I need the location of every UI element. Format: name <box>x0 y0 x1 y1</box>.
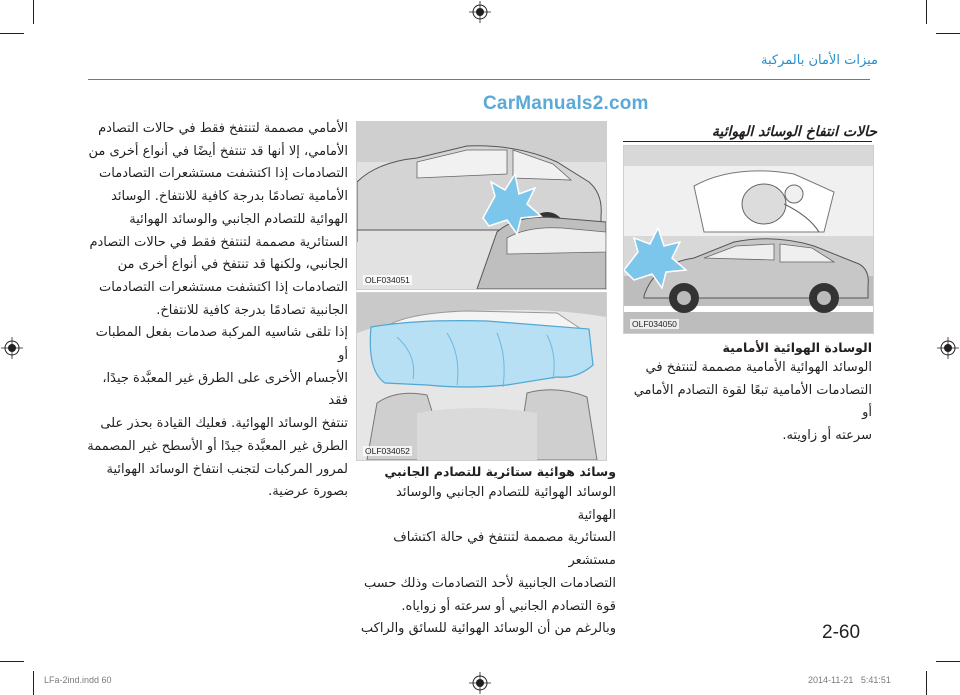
text-line: تنتفخ الوسائد الهوائية. فعليك القيادة بحذر على <box>100 416 348 432</box>
section-title-rule <box>623 141 872 142</box>
registration-mark-icon <box>469 672 491 694</box>
figure-caption: OLF034051 <box>365 275 410 285</box>
subhead-side-airbag: وسائد هوائية ستائرية للتصادم الجانبي <box>384 464 616 479</box>
text-line: التصادمات الجانبية لأحد التصادمات وذلك حسب <box>363 575 616 591</box>
registration-mark-icon <box>469 1 491 23</box>
text-line: الأمامية تصادمًا بدرجة كافية للانتفاخ. الوسائد <box>111 189 348 205</box>
curtain-airbag-illustration-icon <box>357 293 606 460</box>
text-line: التصادمات إذا اكتشفت مستشعرات التصادمات <box>99 166 348 182</box>
side-airbag-paragraph <box>356 482 616 641</box>
crop-mark <box>936 661 960 662</box>
text-line: سرعته أو زاويته. <box>782 428 872 444</box>
subhead-front-airbag: الوسادة الهوائية الأمامية <box>722 340 872 355</box>
text-line: الأمامي مصممة لتنتفخ فقط في حالات التصادم <box>98 121 348 136</box>
text-line: وبالرغم من أن الوسائد الهوائية للسائق والراكب <box>360 621 616 637</box>
front-airbag-paragraph <box>623 357 872 448</box>
registration-mark-icon <box>937 337 959 359</box>
continuation-paragraph <box>86 118 348 504</box>
header-divider <box>88 79 870 80</box>
footer-file-name: LFa-2ind.indd 60 <box>44 675 112 685</box>
frontal-airbag-illustration-icon <box>624 146 873 333</box>
text-line: الطرق غير المعبَّدة جيدًا أو الأسطح غير المصممة <box>87 438 348 454</box>
text-line: لمرور المركبات لتجنب انتفاخ الوسائد الهوائية <box>106 461 348 477</box>
crop-mark <box>0 33 24 34</box>
chapter-title: ميزات الأمان بالمركبة <box>761 53 878 68</box>
crop-mark <box>33 671 34 695</box>
figure-curtain-airbag <box>356 292 607 461</box>
text-line: الوسائد الهوائية الأمامية مصممة لتنتفخ في <box>645 360 872 375</box>
side-crash-illustration-icon <box>357 122 606 289</box>
crop-mark <box>0 661 24 662</box>
text-line: إذا تلقى شاسيه المركبة صدمات بفعل المطبات أو <box>95 325 348 364</box>
text-line: بصورة عرضية. <box>268 484 348 500</box>
text-line: الوسائد الهوائية للتصادم الجانبي والوسائد الهوائية <box>396 485 616 523</box>
figure-caption: OLF034050 <box>632 319 677 329</box>
figure-side-crash <box>356 121 607 290</box>
watermark: CarManuals2.com <box>483 93 649 114</box>
text-line: الأجسام الأخرى على الطرق غير المعبَّدة جيدًا، فقد <box>102 370 348 409</box>
crop-mark <box>936 33 960 34</box>
crop-mark <box>33 0 34 24</box>
text-line: الجانبي، ولكنها قد تنتفخ في أنواع أخرى من <box>117 257 348 273</box>
text-line: الأمامي، إلا أنها قد تنتفخ أيضًا في أنواع أخرى من <box>88 143 348 159</box>
text-line: الستائرية مصممة لتنتفخ في حالة اكتشاف مستشعر <box>393 530 616 569</box>
text-line: الهوائية للتصادم الجانبي والوسائد الهوائية <box>129 211 348 227</box>
crop-mark <box>926 0 927 24</box>
text-line: الستائرية مصممة لتنتفخ فقط في حالات التصادم <box>89 234 348 250</box>
page-number: 2-60 <box>822 622 861 643</box>
text-line: قوة التصادم الجانبي أو سرعته أو زواياه. <box>401 598 616 614</box>
text-line: التصادمات الأمامية تبعًا لقوة التصادم الأمامي أو <box>633 382 872 421</box>
figure-frontal-airbag <box>623 145 874 334</box>
text-line: الجانبية تصادمًا بدرجة كافية للانتفاخ. <box>156 302 348 318</box>
text-line: التصادمات إذا اكتشفت مستشعرات التصادمات <box>99 279 348 295</box>
registration-mark-icon <box>1 337 23 359</box>
crop-mark <box>926 671 927 695</box>
figure-caption: OLF034052 <box>365 446 410 456</box>
section-title: حالات انتفاخ الوسائد الهوائية <box>711 124 877 140</box>
footer-timestamp: 2014-11-21 5:41:51 <box>808 675 891 685</box>
